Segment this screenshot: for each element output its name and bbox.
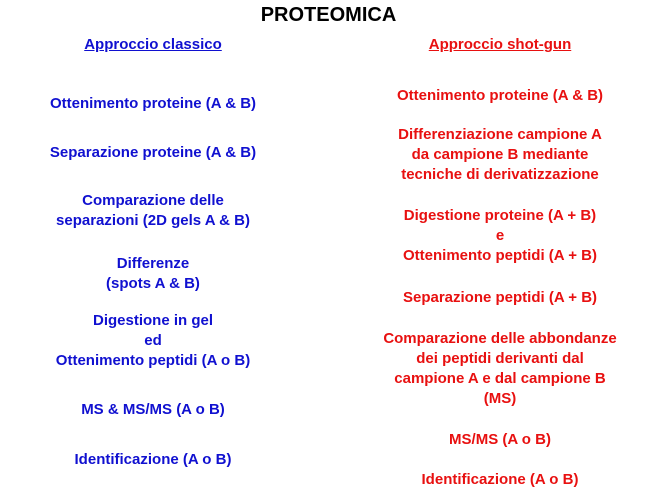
step-line: MS & MS/MS (A o B) [81,401,225,418]
step-line: e [495,227,505,244]
classic-heading: Approccio classico [84,36,222,53]
page-title: PROTEOMICA [260,4,397,26]
step-line: Identificazione (A o B) [74,451,232,468]
step-line: Ottenimento proteine (A & B) [49,95,257,112]
shotgun-step-4 [347,288,653,308]
step-line: dei peptidi derivanti dal [416,350,584,367]
step-line: Digestione proteine (A + B) [403,207,597,224]
classic-step-1 [0,94,306,114]
step-line: MS/MS (A o B) [449,431,551,448]
step-line: Comparazione delle abbondanze [383,330,617,347]
shotgun-step-6 [347,430,653,450]
step-line: Separazione peptidi (A + B) [402,289,598,306]
shotgun-step-3 [347,206,653,266]
step-line: Ottenimento peptidi (A + B) [402,247,598,264]
shotgun-step-7 [347,470,653,490]
step-line: Separazione proteine (A & B) [49,144,257,161]
shotgun-column [347,0,653,500]
step-line: separazioni (2D gels A & B) [56,212,250,229]
step-line: tecniche di derivatizzazione [401,166,599,183]
step-line: ed [144,332,162,349]
shotgun-step-1 [347,86,653,106]
step-line: da campione B mediante [411,146,589,163]
classic-step-2 [0,143,306,163]
shotgun-heading: Approccio shot-gun [428,36,572,53]
shotgun-step-5 [347,329,653,409]
classic-column [0,0,306,500]
step-line: (spots A & B) [106,275,200,292]
step-line: Ottenimento peptidi (A o B) [55,352,251,369]
classic-step-4 [0,254,306,294]
shotgun-step-2 [347,125,653,185]
step-line: Differenze [116,255,190,272]
step-line: (MS) [483,390,517,407]
step-line: Differenziazione campione A [398,126,602,143]
classic-step-6 [0,400,306,420]
step-line: Identificazione (A o B) [421,471,579,488]
step-line: Ottenimento proteine (A & B) [396,87,604,104]
classic-step-7 [0,450,306,470]
classic-step-5 [0,311,306,371]
step-line: Digestione in gel [92,312,213,329]
classic-step-3 [0,191,306,231]
step-line: campione A e dal campione B [394,370,606,387]
step-line: Comparazione delle [82,192,224,209]
